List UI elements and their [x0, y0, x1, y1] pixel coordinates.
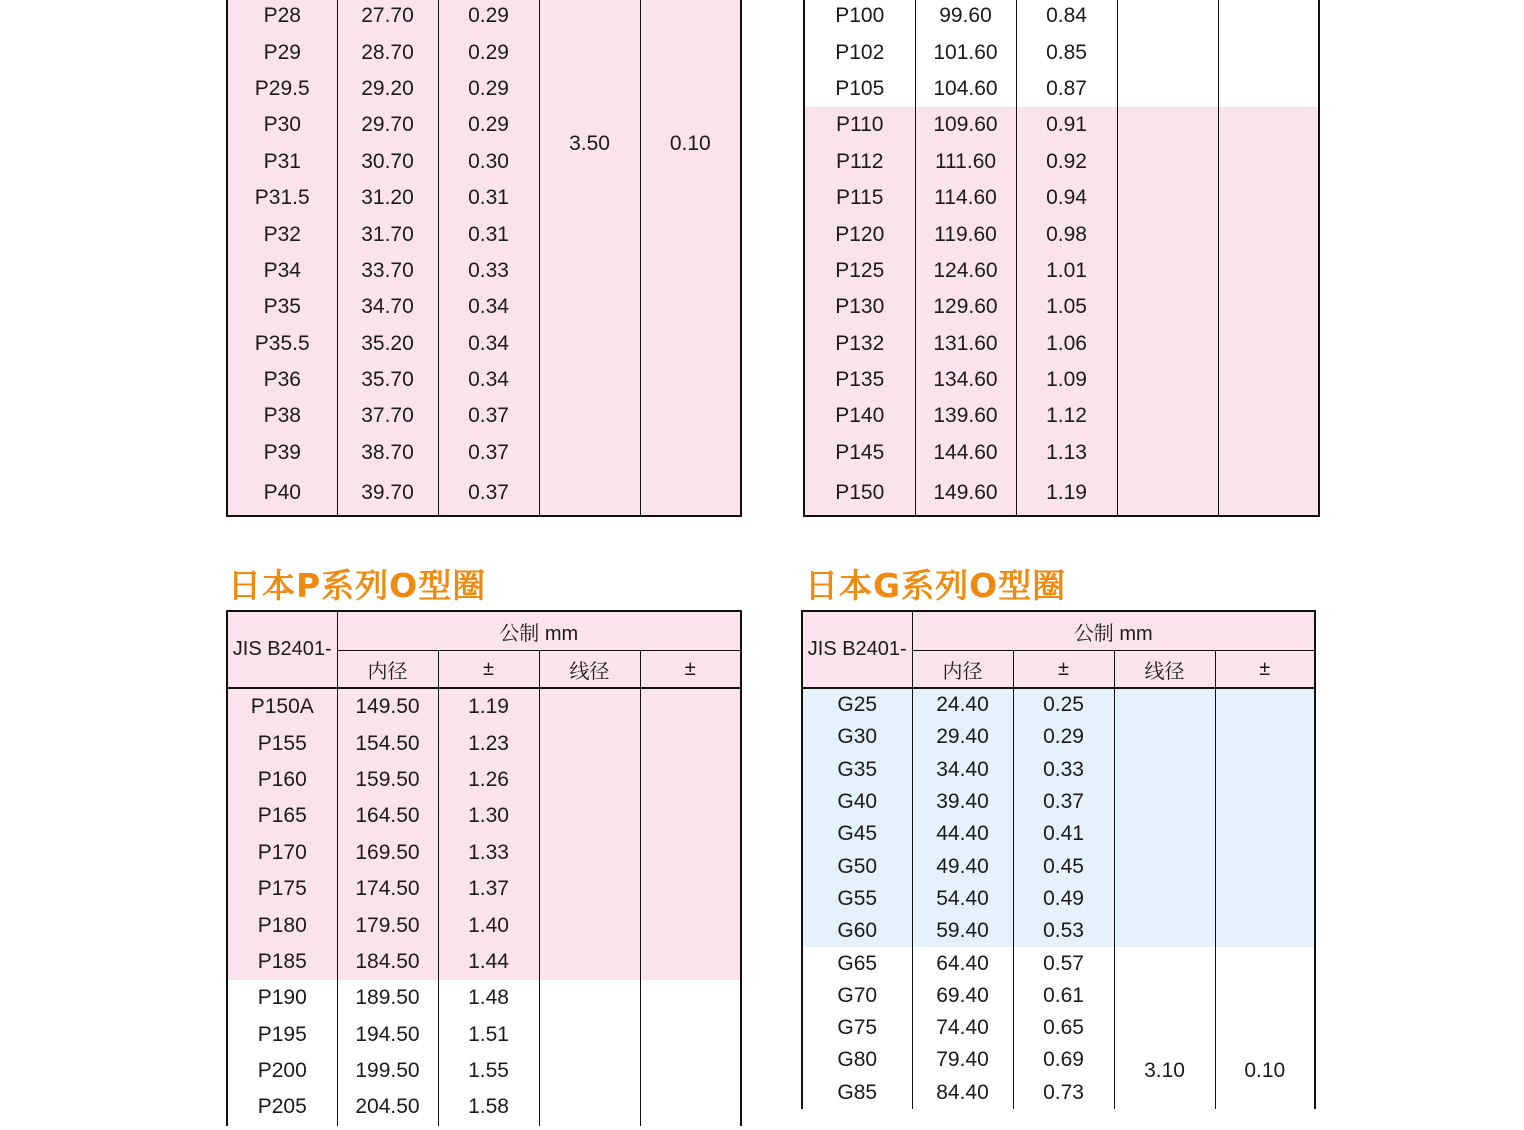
model-cell: P34	[227, 253, 337, 289]
wire-tolerance-cell: 0.10	[640, 0, 741, 516]
tolerance-cell: 0.37	[438, 471, 539, 516]
wire-tolerance-cell	[1218, 0, 1319, 34]
tolerance-cell: 0.34	[438, 289, 539, 325]
model-cell: G35	[802, 754, 912, 786]
inner-diameter-cell: 109.60	[915, 107, 1016, 143]
model-cell: G75	[802, 1012, 912, 1044]
model-cell: P180	[227, 907, 337, 943]
model-cell: P120	[804, 216, 915, 252]
model-cell: G70	[802, 980, 912, 1012]
table-row	[802, 818, 1315, 850]
model-cell: P36	[227, 362, 337, 398]
model-cell: P132	[804, 326, 915, 362]
wire-diameter-cell	[539, 871, 640, 907]
wire-tolerance-cell	[640, 1053, 741, 1089]
tolerance-cell: 0.29	[438, 107, 539, 143]
model-cell: G50	[802, 850, 912, 882]
wire-tolerance-cell	[1218, 180, 1319, 216]
table-row	[227, 907, 741, 943]
model-cell: P190	[227, 980, 337, 1016]
tolerance-cell: 0.29	[438, 0, 539, 34]
model-cell: P165	[227, 798, 337, 834]
inner-diameter-cell: 134.60	[915, 362, 1016, 398]
tolerance-cell: 0.34	[438, 362, 539, 398]
table-row	[804, 71, 1319, 107]
tolerance-cell: 1.58	[438, 1089, 539, 1125]
wire-diameter-cell	[1117, 107, 1218, 143]
wire-tolerance-cell	[1215, 850, 1315, 882]
wire-diameter-cell	[1117, 216, 1218, 252]
wire-tolerance-cell	[1215, 721, 1315, 753]
inner-diameter-cell: 30.70	[337, 144, 438, 180]
wire-diameter-cell	[1114, 754, 1215, 786]
tolerance-cell: 0.37	[438, 398, 539, 434]
tolerance-cell: 0.57	[1013, 947, 1114, 979]
wire-tolerance-cell	[1218, 144, 1319, 180]
inner-diameter-cell: 37.70	[337, 398, 438, 434]
inner-diameter-cell: 159.50	[337, 762, 438, 798]
g-series-table	[801, 610, 1316, 1109]
wire-diameter-cell	[1114, 786, 1215, 818]
model-cell: P145	[804, 435, 915, 471]
model-cell: P31.5	[227, 180, 337, 216]
wire-tolerance-cell	[1218, 253, 1319, 289]
wire-tolerance-cell	[1218, 34, 1319, 70]
model-cell: P160	[227, 762, 337, 798]
table-row	[804, 289, 1319, 325]
wire-tolerance-cell	[1218, 435, 1319, 471]
inner-diameter-cell: 27.70	[337, 0, 438, 34]
tolerance-cell: 1.26	[438, 762, 539, 798]
wire-diameter-cell	[1117, 180, 1218, 216]
tolerance-cell: 0.94	[1016, 180, 1117, 216]
model-cell: P32	[227, 216, 337, 252]
inner-diameter-cell: 28.70	[337, 34, 438, 70]
tolerance-cell: 0.37	[438, 435, 539, 471]
wire-tolerance-header: ±	[1215, 651, 1315, 689]
inner-diameter-cell: 149.50	[337, 688, 438, 725]
model-cell: P31	[227, 144, 337, 180]
table-row	[804, 398, 1319, 434]
wire-diameter-cell	[539, 798, 640, 834]
inner-diameter-cell: 99.60	[915, 0, 1016, 34]
model-cell: P100	[804, 0, 915, 34]
wire-diameter-cell	[539, 1089, 640, 1125]
wire-diameter-cell: 3.10	[1114, 947, 1215, 1108]
model-cell: G45	[802, 818, 912, 850]
table-row	[804, 180, 1319, 216]
tolerance-cell: 0.33	[1013, 754, 1114, 786]
inner-diameter-cell: 74.40	[912, 1012, 1013, 1044]
model-cell: P38	[227, 398, 337, 434]
tolerance-cell: 1.55	[438, 1053, 539, 1089]
wire-tolerance-cell	[640, 871, 741, 907]
wire-tolerance-cell	[1218, 71, 1319, 107]
model-cell: P205	[227, 1089, 337, 1125]
tolerance-cell: 1.37	[438, 871, 539, 907]
inner-diameter-cell: 169.50	[337, 835, 438, 871]
wire-diameter-cell	[1117, 435, 1218, 471]
model-cell: P175	[227, 871, 337, 907]
tolerance-cell: 0.84	[1016, 0, 1117, 34]
table-row	[802, 721, 1315, 753]
tolerance-cell: 0.73	[1013, 1077, 1114, 1109]
table-row	[227, 1089, 741, 1125]
wire-diameter-cell	[539, 1053, 640, 1089]
table-row	[227, 944, 741, 980]
inner-diameter-cell: 131.60	[915, 326, 1016, 362]
wire-tolerance-cell	[1218, 107, 1319, 143]
table-row	[227, 725, 741, 761]
model-cell: P105	[804, 71, 915, 107]
wire-tolerance-cell	[1215, 818, 1315, 850]
p-series-table-continued	[226, 0, 742, 517]
inner-diameter-cell: 189.50	[337, 980, 438, 1016]
tolerance-cell: 0.41	[1013, 818, 1114, 850]
wire-diameter-cell	[1114, 688, 1215, 721]
wire-diameter-cell	[1117, 144, 1218, 180]
wire-tolerance-cell	[640, 907, 741, 943]
wire-tolerance-cell	[640, 762, 741, 798]
model-cell: P40	[227, 471, 337, 516]
inner-diameter-cell: 84.40	[912, 1077, 1013, 1109]
inner-diameter-header: 内径	[337, 651, 438, 689]
model-cell: P35	[227, 289, 337, 325]
inner-diameter-cell: 29.20	[337, 71, 438, 107]
inner-diameter-cell: 194.50	[337, 1017, 438, 1053]
tolerance-cell: 0.53	[1013, 915, 1114, 947]
wire-diameter-cell	[539, 1017, 640, 1053]
inner-diameter-cell: 44.40	[912, 818, 1013, 850]
wire-tolerance-cell	[1218, 398, 1319, 434]
model-cell: P170	[227, 835, 337, 871]
table-row	[802, 883, 1315, 915]
wire-diameter-cell	[1117, 362, 1218, 398]
tolerance-cell: 0.31	[438, 180, 539, 216]
wire-diameter-cell	[1114, 721, 1215, 753]
table-row	[804, 362, 1319, 398]
tolerance-cell: 0.92	[1016, 144, 1117, 180]
tolerance-cell: 1.51	[438, 1017, 539, 1053]
inner-diameter-cell: 124.60	[915, 253, 1016, 289]
model-cell: P150A	[227, 688, 337, 725]
table-row	[802, 915, 1315, 947]
inner-diameter-cell: 204.50	[337, 1089, 438, 1125]
wire-diameter-cell	[1117, 471, 1218, 516]
model-cell: P115	[804, 180, 915, 216]
wire-tolerance-cell	[1218, 216, 1319, 252]
inner-diameter-cell: 154.50	[337, 725, 438, 761]
inner-diameter-cell: 39.40	[912, 786, 1013, 818]
wire-diameter-cell	[1114, 850, 1215, 882]
p-series-title: 日本P系列O型圈	[228, 566, 487, 605]
tolerance-header: ±	[1013, 651, 1114, 689]
inner-diameter-cell: 139.60	[915, 398, 1016, 434]
wire-diameter-header: 线径	[1114, 651, 1215, 689]
model-cell: G55	[802, 883, 912, 915]
model-cell: P185	[227, 944, 337, 980]
unit-header: 公制 mm	[912, 611, 1315, 651]
table-row	[804, 471, 1319, 516]
inner-diameter-cell: 179.50	[337, 907, 438, 943]
tolerance-cell: 0.65	[1013, 1012, 1114, 1044]
inner-diameter-cell: 31.70	[337, 216, 438, 252]
wire-tolerance-cell	[1215, 786, 1315, 818]
jis-header: JIS B2401-	[802, 611, 912, 688]
inner-diameter-cell: 34.40	[912, 754, 1013, 786]
model-cell: P35.5	[227, 326, 337, 362]
table-row	[227, 762, 741, 798]
table-row	[804, 326, 1319, 362]
table-row	[227, 871, 741, 907]
tolerance-cell: 0.34	[438, 326, 539, 362]
tolerance-cell: 1.01	[1016, 253, 1117, 289]
inner-diameter-cell: 111.60	[915, 144, 1016, 180]
tolerance-cell: 1.12	[1016, 398, 1117, 434]
tolerance-cell: 0.25	[1013, 688, 1114, 721]
p-series-table	[226, 610, 742, 1126]
tolerance-cell: 1.48	[438, 980, 539, 1016]
tolerance-cell: 0.30	[438, 144, 539, 180]
g-series-title: 日本G系列O型圈	[805, 566, 1067, 605]
inner-diameter-cell: 199.50	[337, 1053, 438, 1089]
inner-diameter-cell: 35.70	[337, 362, 438, 398]
table-row	[802, 786, 1315, 818]
tolerance-cell: 0.69	[1013, 1044, 1114, 1076]
inner-diameter-cell: 34.70	[337, 289, 438, 325]
inner-diameter-cell: 129.60	[915, 289, 1016, 325]
inner-diameter-cell: 38.70	[337, 435, 438, 471]
model-cell: P29.5	[227, 71, 337, 107]
wire-tolerance-cell	[1215, 915, 1315, 947]
tolerance-cell: 0.87	[1016, 71, 1117, 107]
wire-diameter-cell	[1117, 398, 1218, 434]
wire-tolerance-cell	[640, 835, 741, 871]
table-row	[227, 1017, 741, 1053]
inner-diameter-cell: 69.40	[912, 980, 1013, 1012]
wire-diameter-header: 线径	[539, 651, 640, 689]
table-row	[804, 144, 1319, 180]
inner-diameter-cell: 29.40	[912, 721, 1013, 753]
model-cell: P195	[227, 1017, 337, 1053]
model-cell: G60	[802, 915, 912, 947]
tolerance-cell: 0.33	[438, 253, 539, 289]
inner-diameter-cell: 79.40	[912, 1044, 1013, 1076]
model-cell: P155	[227, 725, 337, 761]
inner-diameter-cell: 31.20	[337, 180, 438, 216]
inner-diameter-cell: 119.60	[915, 216, 1016, 252]
tolerance-cell: 0.29	[438, 71, 539, 107]
wire-diameter-cell	[1117, 34, 1218, 70]
wire-diameter-cell	[1117, 71, 1218, 107]
model-cell: G30	[802, 721, 912, 753]
model-cell: P130	[804, 289, 915, 325]
inner-diameter-cell: 39.70	[337, 471, 438, 516]
tolerance-cell: 0.37	[1013, 786, 1114, 818]
model-cell: P29	[227, 34, 337, 70]
wire-diameter-cell	[1114, 915, 1215, 947]
tolerance-cell: 1.23	[438, 725, 539, 761]
model-cell: G65	[802, 947, 912, 979]
table-row	[802, 688, 1315, 721]
wire-diameter-cell	[539, 907, 640, 943]
table-row	[804, 34, 1319, 70]
model-cell: P110	[804, 107, 915, 143]
table-row	[804, 216, 1319, 252]
wire-diameter-cell	[1114, 818, 1215, 850]
tolerance-cell: 1.33	[438, 835, 539, 871]
wire-diameter-cell	[1117, 326, 1218, 362]
p-series-large-table-continued	[803, 0, 1320, 517]
wire-tolerance-cell	[640, 798, 741, 834]
table-row	[227, 688, 741, 725]
table-row	[802, 947, 1315, 979]
wire-diameter-cell: 3.50	[539, 0, 640, 516]
tolerance-cell: 1.19	[438, 688, 539, 725]
inner-diameter-cell: 24.40	[912, 688, 1013, 721]
tolerance-cell: 1.05	[1016, 289, 1117, 325]
tolerance-cell: 1.13	[1016, 435, 1117, 471]
inner-diameter-cell: 101.60	[915, 34, 1016, 70]
model-cell: P39	[227, 435, 337, 471]
inner-diameter-cell: 49.40	[912, 850, 1013, 882]
tolerance-cell: 0.31	[438, 216, 539, 252]
bottom-left-table-wrapper	[226, 610, 742, 1130]
wire-diameter-cell	[539, 725, 640, 761]
wire-tolerance-cell	[1215, 688, 1315, 721]
wire-diameter-cell	[1117, 253, 1218, 289]
wire-tolerance-cell: 0.10	[1215, 947, 1315, 1108]
inner-diameter-cell: 35.20	[337, 326, 438, 362]
tolerance-cell: 0.91	[1016, 107, 1117, 143]
table-row	[804, 253, 1319, 289]
table-row	[802, 754, 1315, 786]
wire-tolerance-cell	[640, 944, 741, 980]
unit-header: 公制 mm	[337, 611, 741, 651]
wire-tolerance-cell	[640, 688, 741, 725]
model-cell: G85	[802, 1077, 912, 1109]
tolerance-cell: 1.44	[438, 944, 539, 980]
tolerance-cell: 1.09	[1016, 362, 1117, 398]
model-cell: P30	[227, 107, 337, 143]
inner-diameter-cell: 164.50	[337, 798, 438, 834]
wire-tolerance-cell	[640, 1089, 741, 1125]
wire-tolerance-cell	[1218, 362, 1319, 398]
top-left-table-wrapper	[226, 0, 742, 522]
tolerance-cell: 0.49	[1013, 883, 1114, 915]
jis-header: JIS B2401-	[227, 611, 337, 688]
tolerance-header: ±	[438, 651, 539, 689]
wire-tolerance-cell	[1218, 289, 1319, 325]
table-row	[804, 107, 1319, 143]
inner-diameter-cell: 29.70	[337, 107, 438, 143]
wire-tolerance-cell	[1218, 326, 1319, 362]
inner-diameter-cell: 114.60	[915, 180, 1016, 216]
inner-diameter-cell: 144.60	[915, 435, 1016, 471]
model-cell: P28	[227, 0, 337, 34]
inner-diameter-cell: 59.40	[912, 915, 1013, 947]
model-cell: P112	[804, 144, 915, 180]
wire-diameter-cell	[1114, 883, 1215, 915]
wire-diameter-cell	[539, 944, 640, 980]
inner-diameter-cell: 104.60	[915, 71, 1016, 107]
table-row	[227, 835, 741, 871]
tolerance-cell: 0.85	[1016, 34, 1117, 70]
wire-tolerance-cell	[640, 980, 741, 1016]
inner-diameter-cell: 33.70	[337, 253, 438, 289]
model-cell: G40	[802, 786, 912, 818]
wire-tolerance-cell	[1215, 883, 1315, 915]
model-cell: P150	[804, 471, 915, 516]
model-cell: P140	[804, 398, 915, 434]
bottom-right-table-wrapper	[801, 610, 1316, 1130]
inner-diameter-header: 内径	[912, 651, 1013, 689]
model-cell: P102	[804, 34, 915, 70]
wire-diameter-cell	[539, 762, 640, 798]
model-cell: P135	[804, 362, 915, 398]
tolerance-cell: 0.98	[1016, 216, 1117, 252]
model-cell: P200	[227, 1053, 337, 1089]
wire-diameter-cell	[539, 835, 640, 871]
wire-diameter-cell	[1117, 0, 1218, 34]
inner-diameter-cell: 174.50	[337, 871, 438, 907]
wire-diameter-cell	[1117, 289, 1218, 325]
tolerance-cell: 1.19	[1016, 471, 1117, 516]
tolerance-cell: 0.29	[438, 34, 539, 70]
tolerance-cell: 1.40	[438, 907, 539, 943]
inner-diameter-cell: 149.60	[915, 471, 1016, 516]
wire-tolerance-cell	[1218, 471, 1319, 516]
wire-diameter-cell	[539, 688, 640, 725]
inner-diameter-cell: 64.40	[912, 947, 1013, 979]
inner-diameter-cell: 184.50	[337, 944, 438, 980]
wire-tolerance-cell	[640, 725, 741, 761]
table-row	[227, 1053, 741, 1089]
wire-tolerance-cell	[640, 1017, 741, 1053]
tolerance-cell: 0.61	[1013, 980, 1114, 1012]
tolerance-cell: 1.30	[438, 798, 539, 834]
table-row	[804, 0, 1319, 34]
table-row	[227, 798, 741, 834]
table-row	[804, 435, 1319, 471]
wire-tolerance-header: ±	[640, 651, 741, 689]
tolerance-cell: 1.06	[1016, 326, 1117, 362]
model-cell: P125	[804, 253, 915, 289]
wire-diameter-cell	[539, 980, 640, 1016]
model-cell: G80	[802, 1044, 912, 1076]
tolerance-cell: 0.29	[1013, 721, 1114, 753]
table-row	[802, 850, 1315, 882]
table-row	[227, 0, 741, 34]
inner-diameter-cell: 54.40	[912, 883, 1013, 915]
table-row	[227, 980, 741, 1016]
tolerance-cell: 0.45	[1013, 850, 1114, 882]
top-right-table-wrapper	[803, 0, 1320, 522]
wire-tolerance-cell	[1215, 754, 1315, 786]
model-cell: G25	[802, 688, 912, 721]
